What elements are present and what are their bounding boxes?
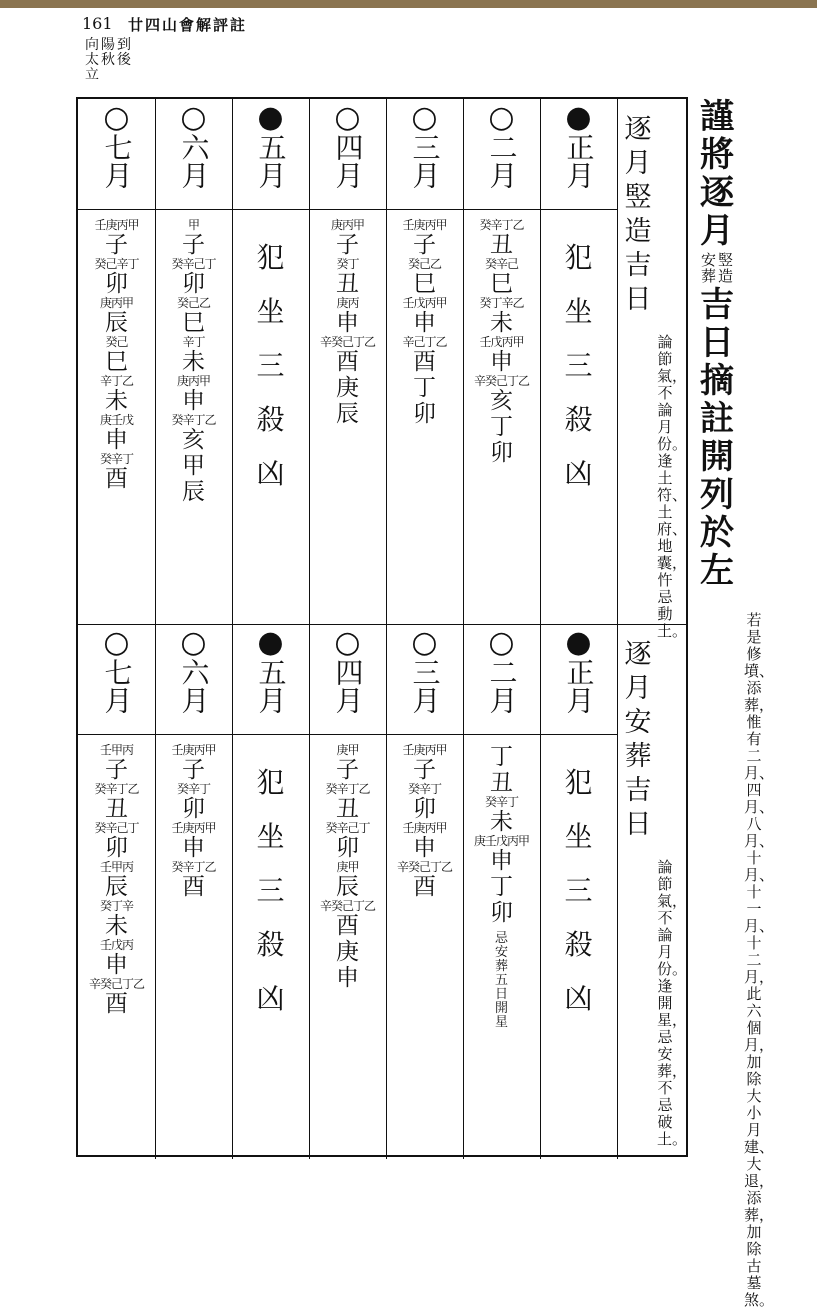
stem-annotation: 癸丁 [336, 257, 359, 271]
inauspicious-char: 犯 [564, 766, 593, 799]
stem-annotation: 庚丙甲 [176, 374, 210, 388]
stem-annotation: 壬庚丙甲 [402, 743, 447, 757]
branch-char: 酉 [336, 349, 359, 375]
corner-column-1: 向太立 [85, 37, 99, 83]
month-name: 四月 [331, 658, 365, 714]
branch-char: 亥 [490, 388, 513, 414]
day-entry [309, 401, 386, 427]
title-small-1: 安葬 [700, 251, 716, 285]
inauspicious-char: 犯 [256, 766, 285, 799]
title-bottom: 吉日摘註開列於左 [700, 285, 734, 591]
running-title: 廿四山會解評註 [128, 16, 248, 34]
month-header [155, 625, 232, 714]
stem-annotation: 庚甲 [336, 743, 359, 757]
branch-char: 子 [336, 232, 359, 258]
branch-char: 亥 [182, 427, 205, 453]
day-entry [386, 783, 463, 822]
month-header [78, 100, 155, 189]
day-entry [155, 822, 232, 861]
stem-annotation: 癸辛丁乙 [171, 413, 216, 427]
month-name: 正月 [562, 133, 596, 189]
month-name: 七月 [100, 658, 134, 714]
title-small-2: 竪造 [717, 251, 733, 285]
month-header [386, 625, 463, 714]
branch-char: 申 [490, 848, 513, 874]
day-entry [309, 744, 386, 783]
inauspicious-char: 三 [256, 349, 285, 382]
inauspicious-char: 犯 [564, 241, 593, 274]
auspicious-day-list [78, 744, 155, 1017]
branch-char: 酉 [336, 913, 359, 939]
inauspicious-note [540, 243, 617, 513]
auspicious-day-list [386, 744, 463, 900]
inauspicious-char: 坐 [256, 295, 285, 328]
month-name: 三月 [408, 133, 442, 189]
branch-char: 卯 [182, 796, 205, 822]
inauspicious-char: 坐 [564, 295, 593, 328]
section-label: 逐月安葬吉日 [624, 639, 652, 840]
inauspicious-char: 坐 [564, 820, 593, 853]
day-entry [78, 900, 155, 939]
branch-char: 丁 [490, 744, 513, 770]
stem-annotation: 庚丙甲 [330, 218, 364, 232]
branch-char: 申 [105, 952, 128, 978]
branch-char: 卯 [105, 835, 128, 861]
auspicious-day-list [309, 219, 386, 427]
stem-annotation: 辛丁 [182, 335, 205, 349]
day-entry [78, 744, 155, 783]
month-name: 六月 [177, 133, 211, 189]
inauspicious-char: 殺 [564, 403, 593, 436]
branch-char: 未 [490, 310, 513, 336]
auspicious-day-list [155, 219, 232, 505]
day-entry [386, 297, 463, 336]
day-entry [463, 375, 540, 414]
day-entry [78, 783, 155, 822]
day-entry [463, 796, 540, 835]
day-entry [463, 258, 540, 297]
day-entry [78, 336, 155, 375]
stem-annotation: 壬戊丙 [99, 938, 133, 952]
branch-char: 庚 [336, 375, 359, 401]
page-number: 161 [82, 14, 113, 33]
title-top: 謹將逐月 [700, 97, 734, 251]
day-entry [155, 744, 232, 783]
filled-circle-icon: ● [257, 100, 284, 135]
stem-annotation: 辛丁乙 [99, 374, 133, 388]
month-name: 二月 [485, 658, 519, 714]
stem-annotation: 壬戊丙甲 [402, 296, 447, 310]
day-entry [463, 219, 540, 258]
inauspicious-char: 凶 [256, 457, 285, 490]
branch-char: 辰 [336, 874, 359, 900]
day-entry [309, 822, 386, 861]
month-name: 正月 [562, 658, 596, 714]
inauspicious-char: 坐 [256, 820, 285, 853]
corner-column-3: 到後 [117, 37, 131, 68]
stem-annotation: 癸辛丁 [484, 795, 518, 809]
section-divider [78, 624, 686, 625]
day-entry [309, 336, 386, 375]
open-circle-icon: ○ [334, 625, 361, 660]
day-entry [155, 336, 232, 375]
stem-annotation: 壬甲丙 [99, 860, 133, 874]
stem-annotation: 癸己 [105, 335, 128, 349]
month-name: 二月 [485, 133, 519, 189]
branch-char: 申 [336, 965, 359, 991]
day-entry [78, 414, 155, 453]
stem-annotation: 癸丁辛 [99, 899, 133, 913]
header-row-divider [78, 209, 617, 210]
day-entry [78, 297, 155, 336]
stem-annotation: 壬庚丙甲 [171, 743, 216, 757]
branch-char: 巳 [182, 310, 205, 336]
filled-circle-icon: ● [565, 100, 592, 135]
stem-annotation: 癸己辛丁 [94, 257, 139, 271]
auspicious-days-table [76, 97, 688, 1157]
inauspicious-char: 凶 [564, 457, 593, 490]
stem-annotation: 癸辛丁乙 [94, 782, 139, 796]
branch-char: 申 [336, 310, 359, 336]
day-entry [386, 822, 463, 861]
day-entry [463, 770, 540, 796]
section-label: 逐月竪造吉日 [624, 114, 652, 315]
branch-char: 申 [182, 388, 205, 414]
branch-char: 丁 [490, 874, 513, 900]
stem-annotation: 庚甲 [336, 860, 359, 874]
day-entry [309, 219, 386, 258]
branch-char: 卯 [182, 271, 205, 297]
inauspicious-note [232, 243, 309, 513]
branch-char: 巳 [490, 271, 513, 297]
header-row-divider [78, 734, 617, 735]
stem-annotation: 壬甲丙 [99, 743, 133, 757]
day-entry [155, 783, 232, 822]
stem-annotation: 辛癸己丁乙 [396, 860, 452, 874]
day-entry [155, 479, 232, 505]
stem-annotation: 癸己乙 [176, 296, 210, 310]
branch-char: 丁 [413, 375, 436, 401]
day-entry [309, 861, 386, 900]
day-entry [309, 375, 386, 401]
open-circle-icon: ○ [488, 625, 515, 660]
stem-annotation: 癸辛丁 [99, 452, 133, 466]
branch-char: 丑 [336, 271, 359, 297]
day-entry [386, 401, 463, 427]
inauspicious-char: 凶 [256, 982, 285, 1015]
inauspicious-char: 殺 [564, 928, 593, 961]
branch-char: 卯 [413, 401, 436, 427]
day-entry [78, 978, 155, 1017]
branch-char: 申 [182, 835, 205, 861]
month-extra-note: 忌安葬五日開星 [494, 931, 508, 1030]
month-header [309, 100, 386, 189]
inauspicious-char: 三 [256, 874, 285, 907]
filled-circle-icon: ● [257, 625, 284, 660]
branch-char: 未 [105, 913, 128, 939]
month-header [232, 100, 309, 189]
branch-char: 未 [490, 809, 513, 835]
day-entry [386, 219, 463, 258]
stem-annotation: 癸辛己丁 [325, 821, 370, 835]
filled-circle-icon: ● [565, 625, 592, 660]
day-entry [386, 744, 463, 783]
branch-char: 丑 [105, 796, 128, 822]
day-entry [155, 258, 232, 297]
stem-annotation: 癸辛己 [484, 257, 518, 271]
branch-char: 丑 [336, 796, 359, 822]
stem-annotation: 壬庚丙甲 [94, 218, 139, 232]
day-entry [463, 744, 540, 770]
auspicious-day-list [463, 744, 540, 1030]
day-entry [386, 258, 463, 297]
day-entry [309, 939, 386, 965]
day-entry [155, 414, 232, 453]
branch-char: 子 [105, 757, 128, 783]
stem-annotation: 辛癸己丁乙 [88, 977, 144, 991]
day-entry [78, 861, 155, 900]
open-circle-icon: ○ [103, 100, 130, 135]
month-header [463, 625, 540, 714]
stem-annotation: 辛癸己丁乙 [319, 899, 375, 913]
day-entry [155, 375, 232, 414]
branch-char: 子 [105, 232, 128, 258]
branch-char: 巳 [413, 271, 436, 297]
day-entry [78, 375, 155, 414]
stem-annotation: 甲 [187, 218, 199, 232]
day-entry [309, 783, 386, 822]
branch-char: 申 [413, 310, 436, 336]
day-entry [78, 822, 155, 861]
day-entry [78, 939, 155, 978]
branch-char: 卯 [336, 835, 359, 861]
day-entry [463, 900, 540, 926]
inauspicious-char: 殺 [256, 928, 285, 961]
month-header [155, 100, 232, 189]
day-entry [155, 453, 232, 479]
branch-char: 丁 [490, 414, 513, 440]
day-entry [78, 453, 155, 492]
stem-annotation: 癸辛丁乙 [171, 860, 216, 874]
inauspicious-note [540, 768, 617, 1038]
inauspicious-char: 犯 [256, 241, 285, 274]
day-entry [155, 219, 232, 258]
branch-char: 辰 [182, 479, 205, 505]
branch-char: 酉 [413, 349, 436, 375]
auspicious-day-list [155, 744, 232, 900]
branch-char: 申 [490, 349, 513, 375]
auspicious-day-list [386, 219, 463, 427]
day-entry [155, 297, 232, 336]
section-note: 論節氣，不論月份。逢開星，忌安葬，不忌破土。 [657, 858, 688, 1148]
open-circle-icon: ○ [334, 100, 361, 135]
stem-annotation: 壬庚丙甲 [171, 821, 216, 835]
day-entry [386, 375, 463, 401]
day-entry [386, 861, 463, 900]
open-circle-icon: ○ [103, 625, 130, 660]
day-entry [309, 297, 386, 336]
day-entry [309, 965, 386, 991]
day-entry [386, 336, 463, 375]
month-header [78, 625, 155, 714]
inauspicious-char: 殺 [256, 403, 285, 436]
open-circle-icon: ○ [180, 625, 207, 660]
stem-annotation: 癸丁辛乙 [479, 296, 524, 310]
branch-char: 卯 [490, 440, 513, 466]
branch-char: 酉 [413, 874, 436, 900]
open-circle-icon: ○ [180, 100, 207, 135]
open-circle-icon: ○ [488, 100, 515, 135]
page-title [696, 98, 738, 590]
branch-char: 庚 [336, 939, 359, 965]
branch-char: 丑 [490, 232, 513, 258]
stem-annotation: 辛癸己丁乙 [473, 374, 529, 388]
month-name: 四月 [331, 133, 365, 189]
inauspicious-char: 三 [564, 874, 593, 907]
branch-char: 卯 [490, 900, 513, 926]
stem-annotation: 癸辛丁 [407, 782, 441, 796]
branch-char: 卯 [413, 796, 436, 822]
branch-char: 子 [413, 232, 436, 258]
auspicious-day-list [463, 219, 540, 466]
branch-char: 甲 [182, 453, 205, 479]
stem-annotation: 辛己丁乙 [402, 335, 447, 349]
day-entry [463, 440, 540, 466]
month-name: 三月 [408, 658, 442, 714]
day-entry [463, 874, 540, 900]
stem-annotation: 癸辛己丁 [94, 821, 139, 835]
branch-char: 子 [413, 757, 436, 783]
open-circle-icon: ○ [411, 100, 438, 135]
branch-char: 子 [182, 757, 205, 783]
month-name: 六月 [177, 658, 211, 714]
branch-char: 酉 [105, 991, 128, 1017]
branch-char: 酉 [105, 466, 128, 492]
month-header [540, 100, 617, 189]
branch-char: 未 [105, 388, 128, 414]
branch-char: 申 [413, 835, 436, 861]
month-header [540, 625, 617, 714]
month-name: 五月 [254, 658, 288, 714]
day-entry [463, 336, 540, 375]
month-header [386, 100, 463, 189]
stem-annotation: 癸辛己丁 [171, 257, 216, 271]
month-header [309, 625, 386, 714]
side-note: 若是修墳、添葬，惟有二月、四月、八月、十月、十一月、十二月，此六個月，加除大小月建、大退，添葬，加除古墓煞。 [744, 611, 775, 1309]
stem-annotation: 癸辛丁 [176, 782, 210, 796]
open-circle-icon: ○ [411, 625, 438, 660]
stem-annotation: 庚丙 [336, 296, 359, 310]
day-entry [463, 835, 540, 874]
branch-char: 申 [105, 427, 128, 453]
branch-char: 卯 [105, 271, 128, 297]
day-entry [309, 258, 386, 297]
column-divider [617, 99, 618, 1159]
branch-char: 辰 [105, 874, 128, 900]
inauspicious-note [232, 768, 309, 1038]
day-entry [78, 258, 155, 297]
stem-annotation: 壬庚丙甲 [402, 218, 447, 232]
branch-char: 辰 [336, 401, 359, 427]
stem-annotation: 癸辛丁乙 [325, 782, 370, 796]
stem-annotation: 庚壬戊 [99, 413, 133, 427]
branch-char: 巳 [105, 349, 128, 375]
stem-annotation: 庚丙甲 [99, 296, 133, 310]
stem-annotation: 壬戊丙甲 [479, 335, 524, 349]
auspicious-day-list [309, 744, 386, 991]
stem-annotation: 癸己乙 [407, 257, 441, 271]
branch-char: 子 [336, 757, 359, 783]
section-note: 論節氣，不論月份。逢土符、土府、地囊，忤忌動土。 [657, 333, 688, 640]
day-entry [155, 861, 232, 900]
branch-char: 辰 [105, 310, 128, 336]
day-entry [309, 900, 386, 939]
stem-annotation: 壬庚丙甲 [402, 821, 447, 835]
day-entry [78, 219, 155, 258]
auspicious-day-list [78, 219, 155, 492]
month-header [232, 625, 309, 714]
corner-column-2: 陽秋 [101, 37, 115, 68]
day-entry [463, 297, 540, 336]
branch-char: 丑 [490, 770, 513, 796]
branch-char: 子 [182, 232, 205, 258]
stem-annotation: 癸辛丁乙 [479, 218, 524, 232]
top-border [0, 0, 817, 8]
inauspicious-char: 凶 [564, 982, 593, 1015]
stem-annotation: 庚壬戊丙甲 [473, 834, 529, 848]
month-name: 五月 [254, 133, 288, 189]
month-header [463, 100, 540, 189]
inauspicious-char: 三 [564, 349, 593, 382]
branch-char: 酉 [182, 874, 205, 900]
month-name: 七月 [100, 133, 134, 189]
branch-char: 未 [182, 349, 205, 375]
day-entry [463, 414, 540, 440]
stem-annotation: 辛癸己丁乙 [319, 335, 375, 349]
